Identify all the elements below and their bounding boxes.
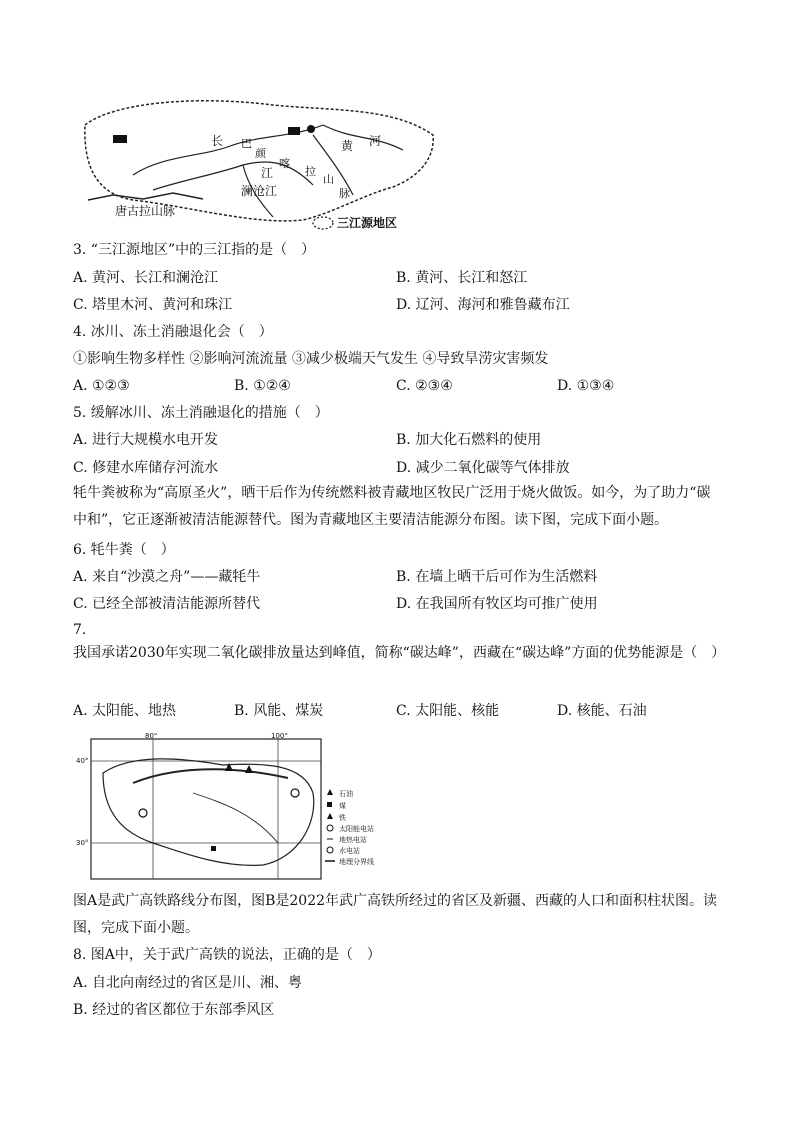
map2-legend (325, 789, 374, 866)
q8-stem: 8. 图A中，关于武广高铁的说法，正确的是（ ） (73, 947, 381, 963)
q4-stem: 4. 冰川、冻土消融退化会（ ） (73, 324, 273, 340)
q4-option-c[interactable]: C. ②③④ (396, 378, 453, 394)
map2-river (193, 793, 278, 843)
q4-option-a[interactable]: A. ①②③ (73, 378, 130, 394)
q4-option-b[interactable]: B. ①②④ (234, 378, 291, 394)
q3-option-a[interactable]: A. 黄河、长江和澜沧江 (73, 270, 219, 286)
map1-lake-3 (307, 125, 315, 133)
q8-option-b[interactable]: B. 经过的省区都位于东部季风区 (73, 1002, 275, 1018)
map2-coal-marker (211, 846, 216, 851)
q4-option-d[interactable]: D. ①③④ (557, 378, 615, 394)
q5-option-d[interactable]: D. 减少二氧化碳等气体排放 (396, 460, 570, 476)
q3-option-d[interactable]: D. 辽河、海河和雅鲁藏布江 (396, 297, 570, 313)
map1-legend-label: 三江源地区 (337, 216, 398, 230)
map2-lat-label-40: 40° (76, 757, 89, 765)
q5-option-a[interactable]: A. 进行大规模水电开发 (73, 432, 219, 448)
map1-mountain-1 (88, 193, 203, 200)
map2-legend-boundary: 地理分界线 (339, 858, 374, 866)
map1-label-bayan4: 拉 (305, 165, 316, 178)
qingzang-energy-map (73, 733, 403, 883)
map2-lat-label-30: 30° (76, 839, 89, 847)
map2-lon-label-100: 100° (271, 733, 288, 740)
q6-option-d[interactable]: D. 在我国所有牧区均可推广使用 (396, 596, 598, 612)
map2-legend-coal: 煤 (339, 802, 346, 810)
map1-label-bayan3: 喀 (279, 157, 290, 170)
passage-yak-dung: 牦牛粪被称为“高原圣火”，晒干后作为传统燃料被青藏地区牧民广泛用于烧火做饭。如今，为了助力“碳中和”，它正逐渐被清洁能源替代。图为青藏地区主要清洁能源分布图。读下图，完成下面小题。 (73, 485, 711, 528)
map1-label-bayan2: 颜 (255, 147, 266, 160)
map1-label-shan: 山 (323, 173, 334, 186)
q7-stem: 我国承诺2030年实现二氧化碳排放量达到峰值，简称“碳达峰”，西藏在“碳达峰”方面的优势能源是（ ） (73, 645, 726, 661)
map1-label-lancang: 澜沧江 (241, 184, 278, 198)
q5-stem: 5. 缓解冰川、冻土消融退化的措施（ ） (73, 405, 329, 421)
map2-legend-solar: 太阳能电站 (339, 825, 374, 833)
map1-label-bayan1: 巴 (241, 137, 252, 150)
map1-label-huang: 黄 (341, 139, 354, 153)
map2-lon-label-80: 80° (145, 733, 158, 740)
map1-legend-symbol (313, 217, 333, 229)
passage-wuguang-rail: 图A是武广高铁路线分布图，图B是2022年武广高铁所经过的省区及新疆、西藏的人口和面积柱状图。读图，完成下面小题。 (73, 893, 718, 936)
map2-boundary-line (133, 769, 288, 783)
map1-label-tanggula: 唐古拉山脉 (115, 204, 176, 218)
map1-lake-2 (288, 127, 300, 135)
q7-number: 7. (73, 622, 87, 638)
map1-label-he: 河 (369, 134, 382, 148)
q7-option-c[interactable]: C. 太阳能、核能 (396, 703, 500, 719)
map2-iron-marker (245, 765, 253, 773)
map2-legend-hydro: 水电站 (339, 847, 360, 855)
q6-option-b[interactable]: B. 在墙上晒干后可作为生活燃料 (396, 569, 598, 585)
q6-stem: 6. 牦牛粪（ ） (73, 542, 175, 558)
map1-label-chang: 长 (211, 134, 224, 148)
map1-label-jiang: 江 (261, 166, 274, 180)
map2-frame (91, 739, 321, 879)
map2-solar-marker (139, 809, 147, 817)
map2-hydro-marker (291, 789, 299, 797)
q5-option-c[interactable]: C. 修建水库储存河流水 (73, 460, 219, 476)
map2-legend-iron: 铁 (339, 814, 346, 822)
q5-option-b[interactable]: B. 加大化石燃料的使用 (396, 432, 542, 448)
q3-stem: 3. “三江源地区”中的三江指的是（ ） (73, 242, 316, 258)
q7-option-d[interactable]: D. 核能、石油 (557, 703, 647, 719)
q4-items: ①影响生物多样性 ②影响河流流量 ③减少极端天气发生 ④导致旱涝灾害频发 (73, 351, 549, 367)
map1-river-5 (323, 125, 403, 150)
q8-option-a[interactable]: A. 自北向南经过的省区是川、湘、粤 (73, 975, 303, 991)
sanjiangyuan-map (73, 95, 438, 235)
map1-lake-1 (113, 135, 127, 143)
q3-option-b[interactable]: B. 黄河、长江和怒江 (396, 270, 528, 286)
map2-legend-geothermal: 地热电站 (339, 836, 367, 844)
q6-option-a[interactable]: A. 来自“沙漠之舟”——藏牦牛 (73, 569, 261, 585)
q3-option-c[interactable]: C. 塔里木河、黄河和珠江 (73, 297, 233, 313)
q7-option-a[interactable]: A. 太阳能、地热 (73, 703, 177, 719)
map1-outline (85, 101, 433, 221)
map1-label-mai: 脉 (339, 187, 350, 200)
q6-option-c[interactable]: C. 已经全部被清洁能源所替代 (73, 596, 261, 612)
map2-region-outline (103, 759, 314, 866)
q7-option-b[interactable]: B. 风能、煤炭 (234, 703, 324, 719)
map2-legend-oil: 石油 (339, 790, 353, 798)
